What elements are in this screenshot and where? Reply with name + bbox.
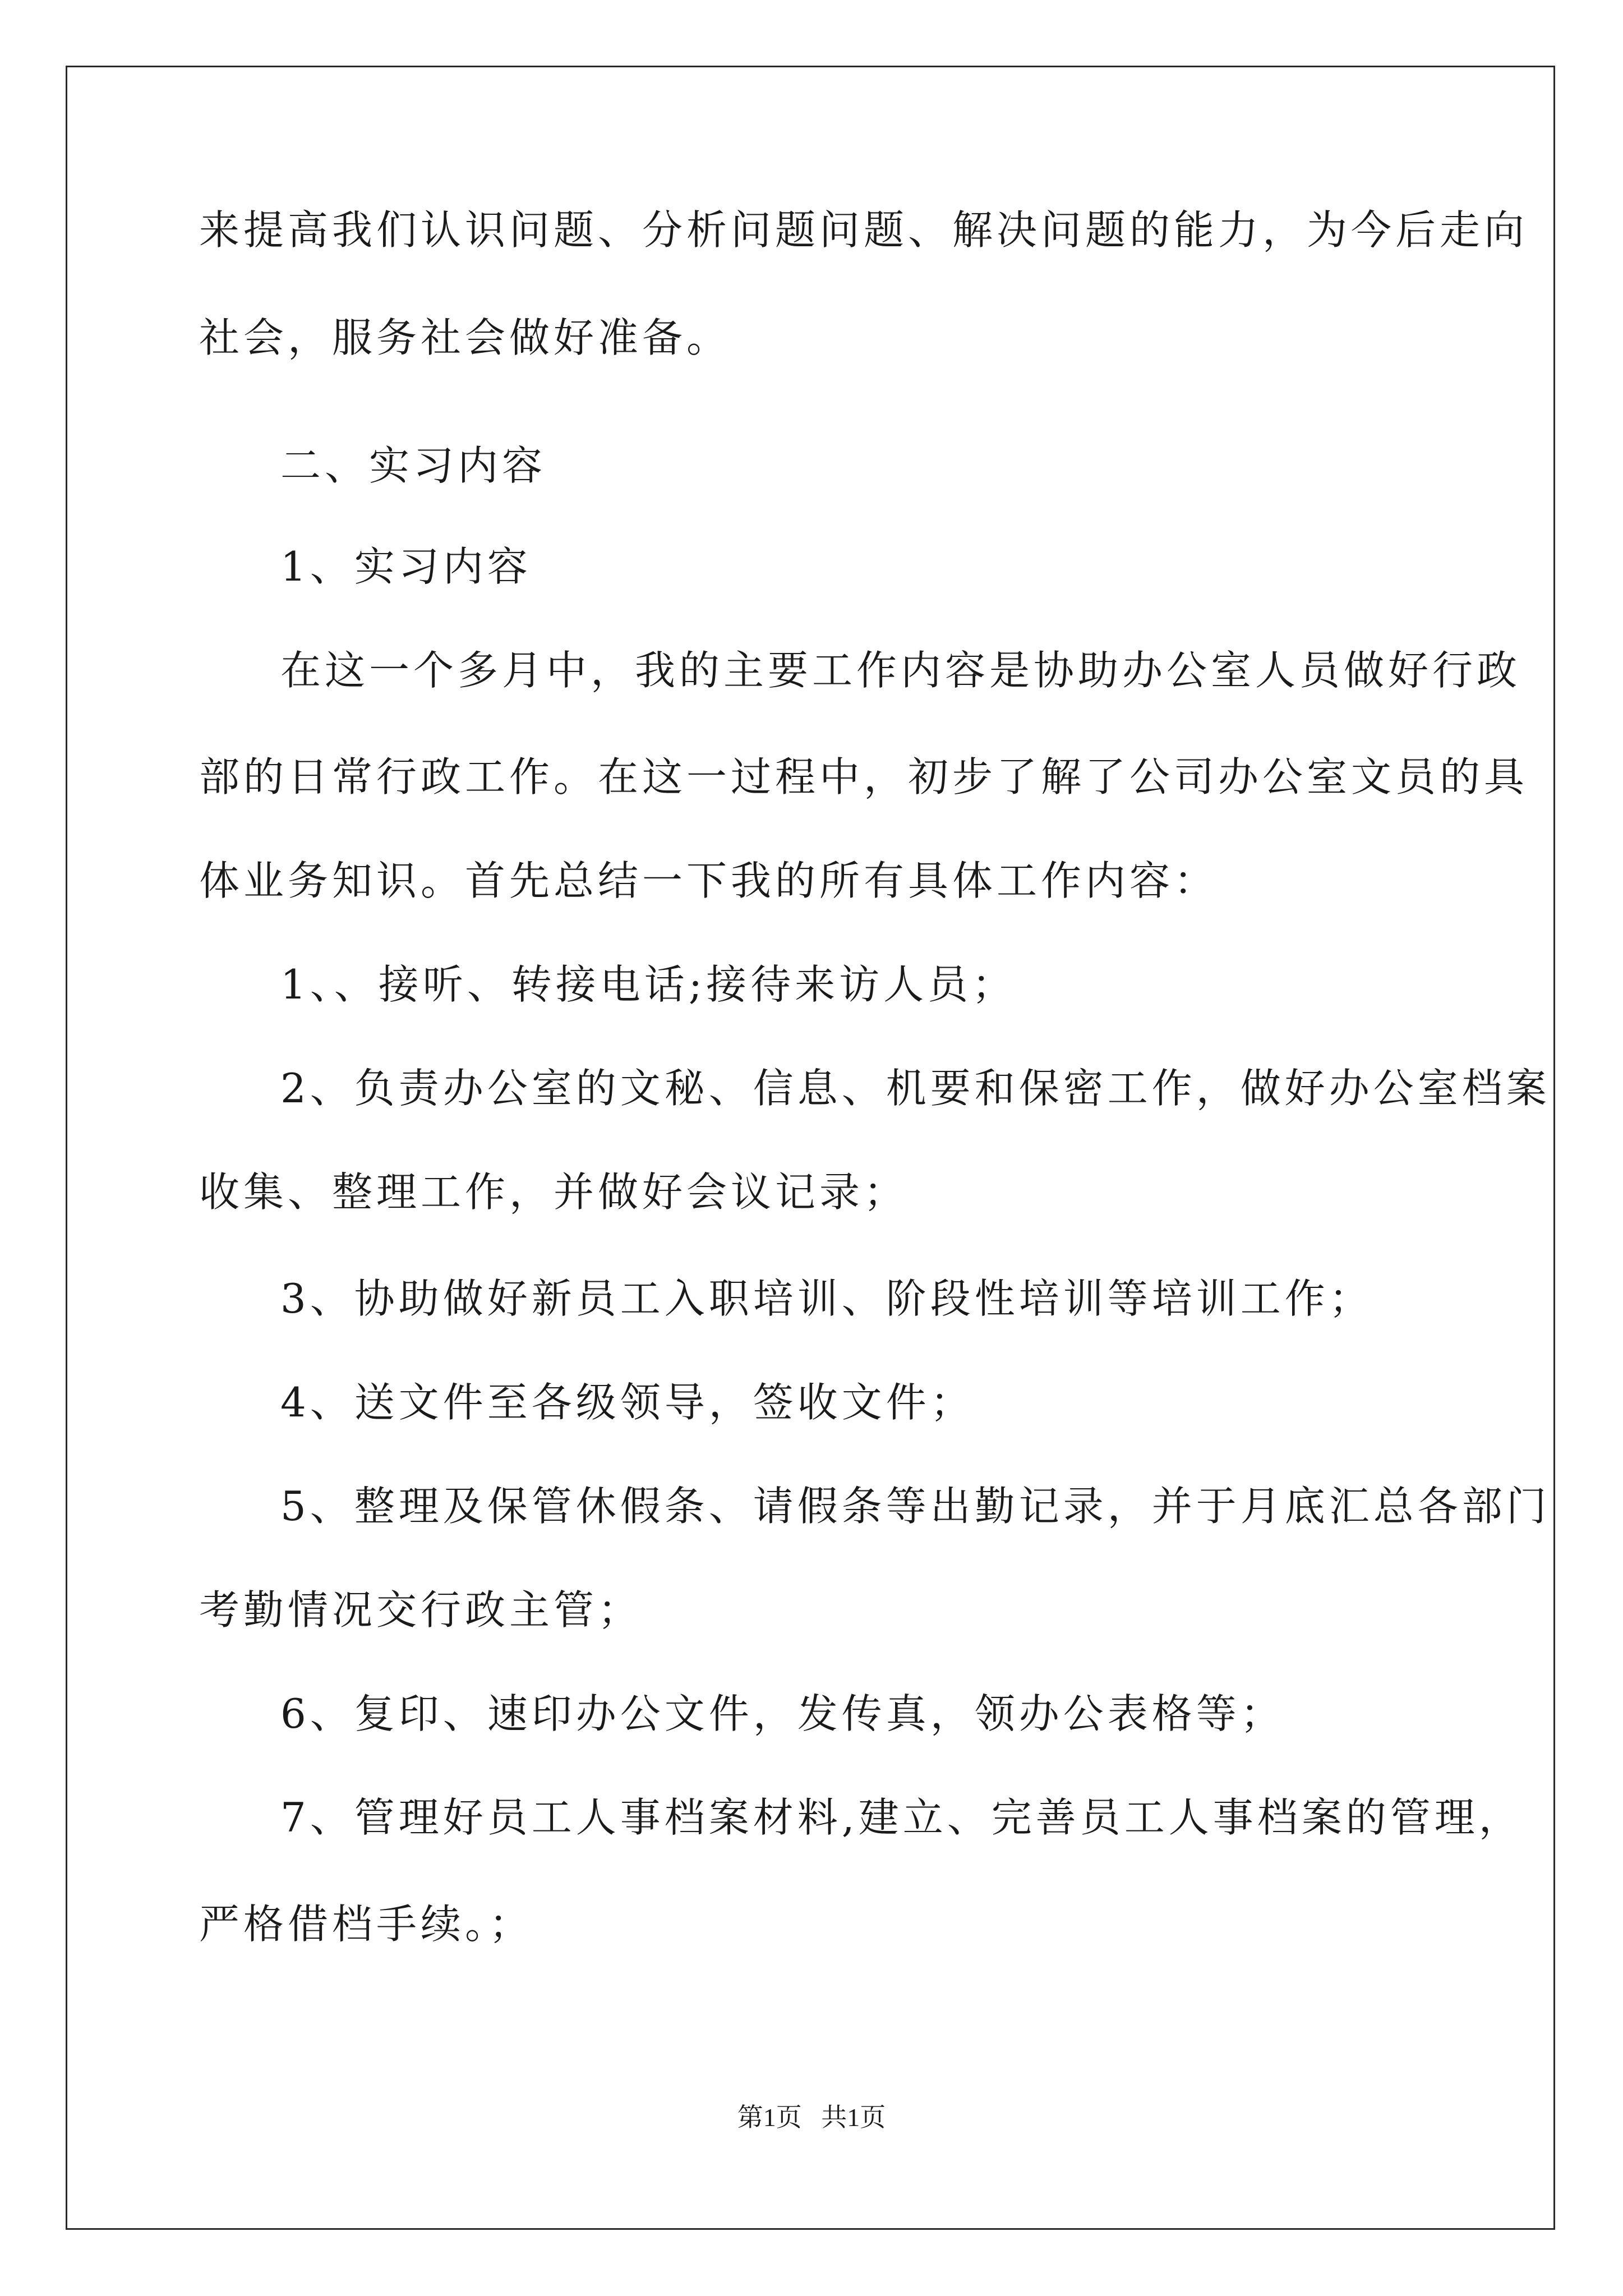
list-item: 3、协助做好新员工入职培训、阶段性培训等培训工作； (280, 1275, 1373, 1322)
list-item: 6、复印、速印办公文件，发传真，领办公表格等； (280, 1690, 1285, 1737)
subsection-heading: 1、实习内容 (280, 543, 532, 590)
list-item: 1、、接听、转接电话;接待来访人员； (280, 961, 1017, 1008)
text-line: 在这一个多月中，我的主要工作内容是协助办公室人员做好行政 (280, 647, 1521, 694)
text-line: 社会，服务社会做好准备。 (199, 314, 731, 361)
list-item: 2、负责办公室的文秘、信息、机要和保密工作，做好办公室档案 (280, 1065, 1551, 1112)
text-line: 来提高我们认识问题、分析问题问题、解决问题的能力，为今后走向 (199, 206, 1529, 254)
page-number-footer: 第1页 共1页 (737, 2103, 886, 2132)
text-line: 严格借档手续。； (199, 1901, 534, 1948)
list-item: 4、送文件至各级领导，签收文件； (280, 1379, 975, 1426)
text-line: 部的日常行政工作。在这一过程中，初步了解了公司办公室文员的具 (199, 753, 1529, 800)
list-item: 5、整理及保管休假条、请假条等出勤记录，并于月底汇总各部门 (280, 1483, 1551, 1530)
section-heading: 二、实习内容 (280, 442, 547, 489)
text-line: 收集、整理工作，并做好会议记录； (199, 1168, 909, 1216)
list-item: 7、管理好员工人事档案材料,建立、完善员工人事档案的管理， (280, 1794, 1523, 1841)
text-line: 体业务知识。首先总结一下我的所有具体工作内容： (199, 857, 1219, 904)
text-line: 考勤情况交行政主管； (199, 1586, 643, 1634)
